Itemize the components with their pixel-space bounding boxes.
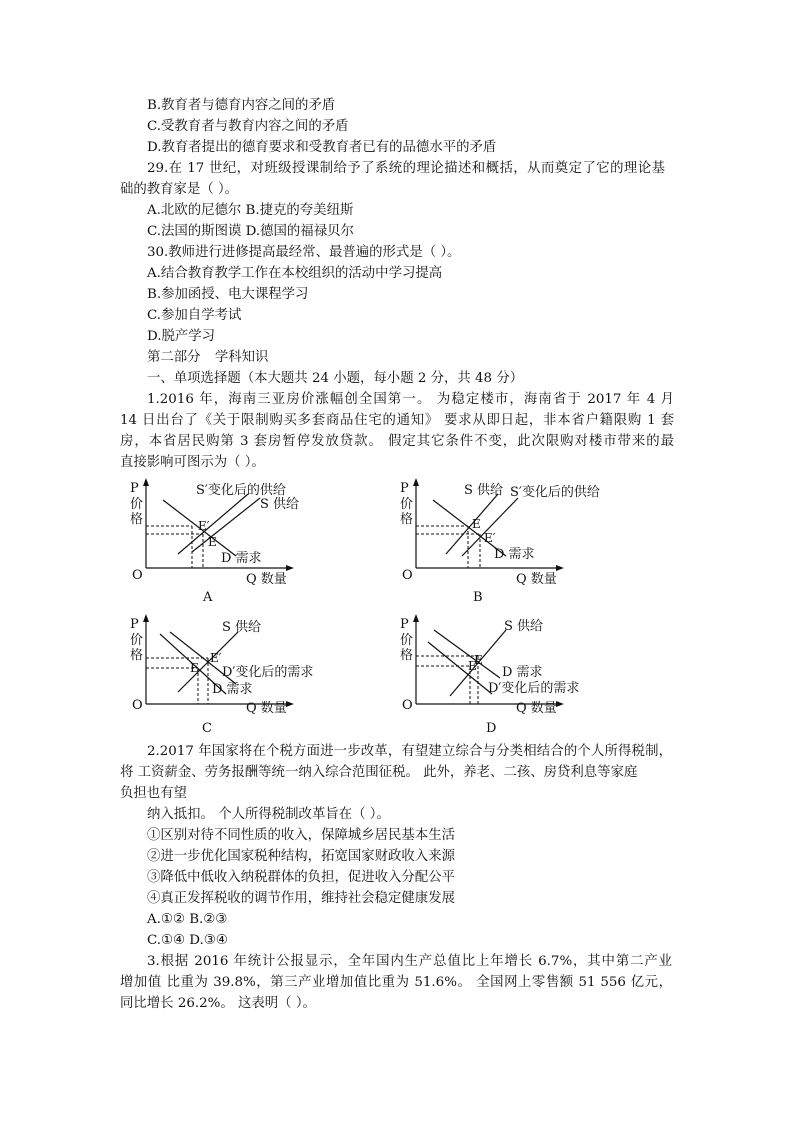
demand-label: D 需求 [502, 665, 543, 680]
price-label-2: 格 [130, 512, 144, 527]
quantity-label: Q 数量 [516, 701, 557, 716]
graph-b [388, 476, 628, 608]
q30-option-c: C.参加自学考试 [147, 308, 242, 323]
eq-point-2: E′ [484, 531, 496, 545]
quantity-label: Q 数量 [516, 572, 557, 587]
q1-stem-line3: 房，本省居民购第 3 套房暂停发放贷款。 假定其它条件不变，此次限购对楼市带来的最 [120, 434, 674, 449]
price-label-2: 格 [400, 512, 414, 527]
price-label-1: 价 [400, 633, 414, 648]
demand-label: D 需求 [494, 547, 535, 562]
demand-label: D 需求 [221, 551, 262, 566]
q30-option-d: D.脱产学习 [147, 329, 216, 344]
origin-label: O [402, 698, 413, 713]
q2-stem-line2: 将 工资薪金、劳务报酬等统一纳入综合范围征税。 此外，养老、二孩、房贷利息等家庭 [120, 765, 638, 780]
supply-label: S 供给 [260, 497, 300, 512]
price-label-2: 格 [400, 648, 414, 663]
q29-stem-line1: 29.在 17 世纪，对班级授课制给予了系统的理论描述和概括，从而奠定了它的理论基 [147, 161, 665, 176]
price-p-label: P [400, 481, 409, 496]
origin-label: O [402, 568, 413, 583]
graph-letter: D [486, 721, 497, 736]
price-label-1: 价 [400, 497, 414, 512]
q30-stem: 30.教师进行进修提高最经常、最普遍的形式是（ ）。 [147, 245, 461, 260]
supply-label: S 供给 [222, 620, 262, 635]
q2-stem-line3: 负担也有望 [120, 786, 187, 801]
option-b: B.教育者与德育内容之间的矛盾 [147, 98, 336, 113]
price-label-1: 价 [130, 497, 144, 512]
demand-curve [434, 630, 500, 678]
part2-title: 第二部分 学科知识 [147, 350, 269, 365]
shifted-demand-label: D′变化后的需求 [488, 681, 580, 696]
origin-label: O [132, 698, 143, 713]
q30-option-b: B.参加函授、电大课程学习 [147, 287, 309, 302]
q2-statement-1: ①区别对待不同性质的收入，保障城乡居民基本生活 [147, 828, 455, 843]
eq-point-1: E [468, 659, 477, 673]
eq-point-1: E′ [198, 519, 210, 533]
price-label-1: 价 [130, 633, 144, 648]
part2-section-heading: 一、单项选择题（本大题共 24 小题，每小题 2 分，共 48 分） [147, 371, 524, 386]
shifted-supply-label: S′变化后的供给 [510, 485, 600, 500]
graph-letter: B [473, 590, 483, 605]
q2-statement-2: ②进一步优化国家税种结构，拓宽国家财政收入来源 [147, 849, 455, 864]
q2-statement-3: ③降低中低收入纳税群体的负担，促进收入分配公平 [147, 870, 455, 885]
quantity-label: Q 数量 [246, 701, 287, 716]
q2-stem-line1: 2.2017 年国家将在个税方面进一步改革，有望建立综合与分类相结合的个人所得税制， [147, 744, 672, 759]
q29-options-cd: C.法国的斯图谟 D.德国的福禄贝尔 [147, 224, 354, 239]
eq-point-2: E [190, 661, 199, 675]
option-c: C.受教育者与教育内容之间的矛盾 [147, 119, 349, 134]
price-label-2: 格 [130, 648, 144, 663]
eq-point-1: E [472, 517, 481, 531]
origin-label: O [132, 568, 143, 583]
eq-point-1: E′ [210, 651, 222, 665]
q29-stem-line2: 础的教育家是（ ）。 [120, 182, 239, 197]
option-d: D.教育者提出的德育要求和受教育者已有的品德水平的矛盾 [147, 140, 497, 155]
q30-option-a: A.结合教育教学工作在本校组织的活动中学习提高 [147, 266, 443, 281]
price-p-label: P [130, 481, 139, 496]
supply-label: S 供给 [464, 483, 504, 498]
q29-options-ab: A.北欧的尼德尔 B.捷克的夸美纽斯 [147, 203, 354, 218]
price-p-label: P [130, 617, 139, 632]
q2-statement-4: ④真正发挥税收的调节作用，维持社会稳定健康发展 [147, 891, 455, 906]
supply-label: S 供给 [504, 619, 544, 634]
q3-stem-line2: 增加值 比重为 39.8%，第三产业增加值比重为 51.6%。 全国网上零售额 51 556 亿元， [120, 975, 672, 990]
q1-stem-line1: 1.2016 年，海南三亚房价涨幅创全国第一。 为稳定楼市，海南省于 2017 年 4 月 [147, 392, 674, 407]
graph-letter: C [202, 721, 212, 736]
shifted-supply-label: S′变化后的供给 [196, 483, 286, 498]
q2-options-cd: C.①④ D.③④ [147, 933, 228, 948]
demand-label: D 需求 [212, 682, 253, 697]
shifted-demand-label: D′变化后的需求 [222, 665, 314, 680]
eq-point-2: E [208, 535, 217, 549]
price-p-label: P [400, 617, 409, 632]
graph-letter: A [203, 590, 213, 605]
graph-d [388, 612, 628, 740]
graph-c [118, 612, 358, 740]
q1-stem-line4: 直接影响可图示为（ ）。 [120, 455, 265, 470]
eq-point-2: E′ [474, 653, 486, 667]
q2-stem-line4: 纳入抵扣。 个人所得税制改革旨在（ ）。 [147, 807, 390, 822]
q3-stem-line1: 3.根据 2016 年统计公报显示，全年国内生产总值比上年增长 6.7%，其中第二产业 [147, 954, 672, 969]
shifted-demand-curve [428, 642, 492, 694]
graph-a [118, 476, 358, 608]
q3-stem-line3: 同比增长 26.2%。 这表明（ ）。 [120, 996, 316, 1011]
q1-stem-line2: 14 日出台了《关于限制购买多套商品住宅的通知》 要求从即日起，非本省户籍限购 1 套 [120, 413, 674, 428]
q2-options-ab: A.①② B.②③ [147, 912, 228, 927]
quantity-label: Q 数量 [246, 572, 287, 587]
